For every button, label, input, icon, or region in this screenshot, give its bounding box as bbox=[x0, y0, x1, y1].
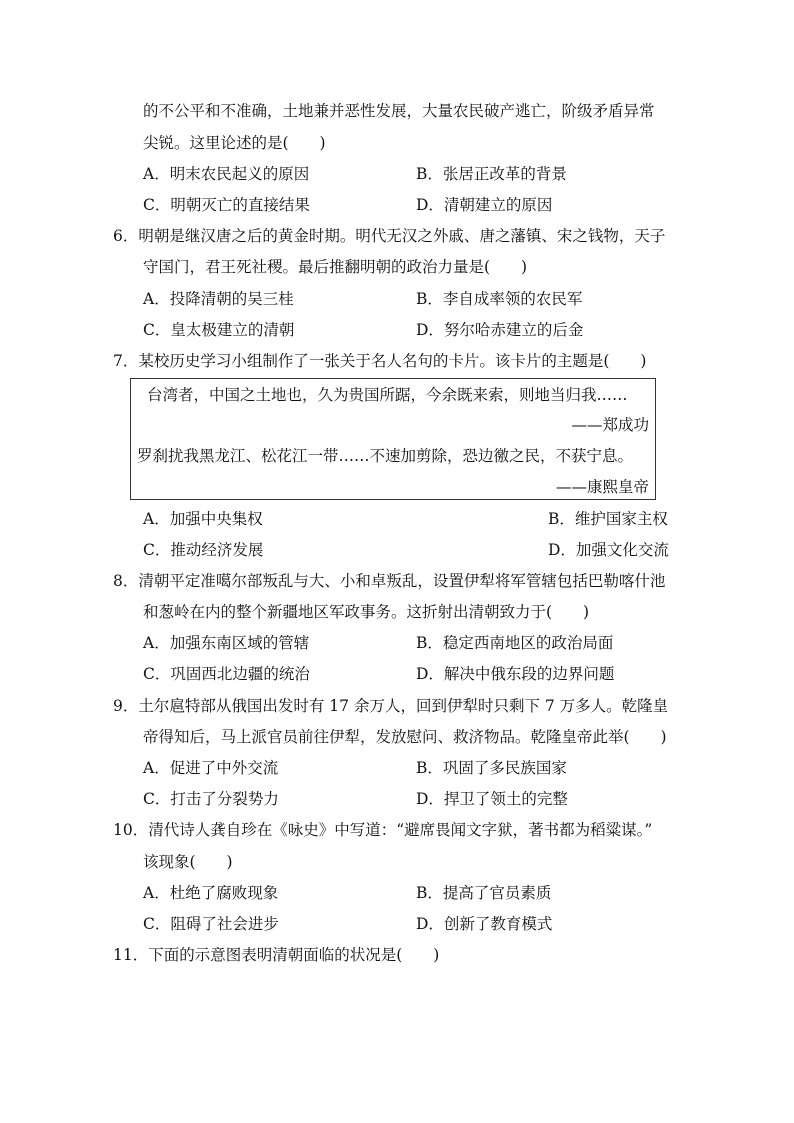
q7-option-c[interactable]: C．推动经济发展 bbox=[143, 541, 264, 559]
q10-stem-line-1: 10．清代诗人龚自珍在《咏史》中写道：“避席畏闻文字狱，著书都为稻粱谋。” bbox=[113, 821, 653, 839]
q11-stem-line-1: 11．下面的示意图表明清朝面临的状况是( ) bbox=[113, 946, 440, 964]
q5-option-b[interactable]: B．张居正改革的背景 bbox=[416, 165, 567, 183]
quote-author-kangxi: ——康熙皇帝 bbox=[555, 478, 649, 496]
q9-stem-line-2: 帝得知后，马上派官员前往伊犁，发放慰问、救济物品。乾隆皇帝此举( ) bbox=[143, 728, 667, 746]
q9-option-d[interactable]: D．捍卫了领土的完整 bbox=[416, 790, 568, 808]
q9-option-b[interactable]: B．巩固了多民族国家 bbox=[416, 759, 567, 777]
q9-option-c[interactable]: C．打击了分裂势力 bbox=[143, 790, 279, 808]
q5-stem-line-1: 的不公平和不准确，土地兼并恶性发展，大量农民破产逃亡，阶级矛盾异常 bbox=[143, 102, 655, 120]
q10-option-c[interactable]: C．阻碍了社会进步 bbox=[143, 915, 279, 933]
q10-stem-line-2: 该现象( ) bbox=[143, 853, 233, 871]
quote-kangxi: 罗刹扰我黑龙江、松花江一带……不速加剪除，恐边徼之民，不获宁息。 bbox=[137, 447, 634, 465]
q9-option-a[interactable]: A．促进了中外交流 bbox=[143, 759, 279, 777]
q10-option-a[interactable]: A．杜绝了腐败现象 bbox=[143, 884, 279, 902]
q8-option-b[interactable]: B．稳定西南地区的政治局面 bbox=[416, 634, 614, 652]
q6-option-b[interactable]: B．李自成率领的农民军 bbox=[416, 290, 583, 308]
q8-option-d[interactable]: D．解决中俄东段的边界问题 bbox=[416, 665, 615, 683]
q5-option-a[interactable]: A．明末农民起义的原因 bbox=[143, 165, 310, 183]
q10-option-d[interactable]: D．创新了教育模式 bbox=[416, 915, 553, 933]
quote-zheng-chenggong: 台湾者，中国之土地也，久为贵国所踞，今余既来索，则地当归我…… bbox=[147, 386, 628, 404]
q6-stem-line-1: 6．明朝是继汉唐之后的黄金时期。明代无汉之外戚、唐之藩镇、宋之钱物，天子 bbox=[113, 227, 666, 245]
q9-stem-line-1: 9．土尔扈特部从俄国出发时有 17 余万人，回到伊犁时只剩下 7 万多人。乾隆皇 bbox=[113, 697, 669, 715]
quote-author-zheng-chenggong: ——郑成功 bbox=[571, 416, 649, 434]
q6-stem-line-2: 守国门，君王死社稷。最后推翻明朝的政治力量是( ) bbox=[143, 258, 528, 276]
q7-option-a[interactable]: A．加强中央集权 bbox=[143, 510, 263, 528]
q8-stem-line-1: 8．清朝平定准噶尔部叛乱与大、小和卓叛乱，设置伊犁将军管辖包括巴勒喀什池 bbox=[113, 572, 666, 590]
q8-stem-line-2: 和葱岭在内的整个新疆地区军政事务。这折射出清朝致力于( ) bbox=[143, 603, 590, 621]
quote-card bbox=[130, 378, 656, 500]
q7-option-b[interactable]: B．维护国家主权 bbox=[548, 510, 668, 528]
q10-option-b[interactable]: B．提高了官员素质 bbox=[416, 884, 552, 902]
q5-option-d[interactable]: D．清朝建立的原因 bbox=[416, 196, 553, 214]
q6-option-a[interactable]: A．投降清朝的吴三桂 bbox=[143, 290, 294, 308]
q8-option-a[interactable]: A．加强东南区域的管辖 bbox=[143, 634, 310, 652]
q5-stem-line-2: 尖锐。这里论述的是( ) bbox=[143, 134, 326, 152]
q7-stem-line-1: 7．某校历史学习小组制作了一张关于名人名句的卡片。该卡片的主题是( ) bbox=[113, 352, 647, 370]
q6-option-d[interactable]: D．努尔哈赤建立的后金 bbox=[416, 321, 584, 339]
q6-option-c[interactable]: C．皇太极建立的清朝 bbox=[143, 321, 295, 339]
q7-option-d[interactable]: D．加强文化交流 bbox=[548, 541, 669, 559]
q8-option-c[interactable]: C．巩固西北边疆的统治 bbox=[143, 665, 310, 683]
q5-option-c[interactable]: C．明朝灭亡的直接结果 bbox=[143, 196, 310, 214]
